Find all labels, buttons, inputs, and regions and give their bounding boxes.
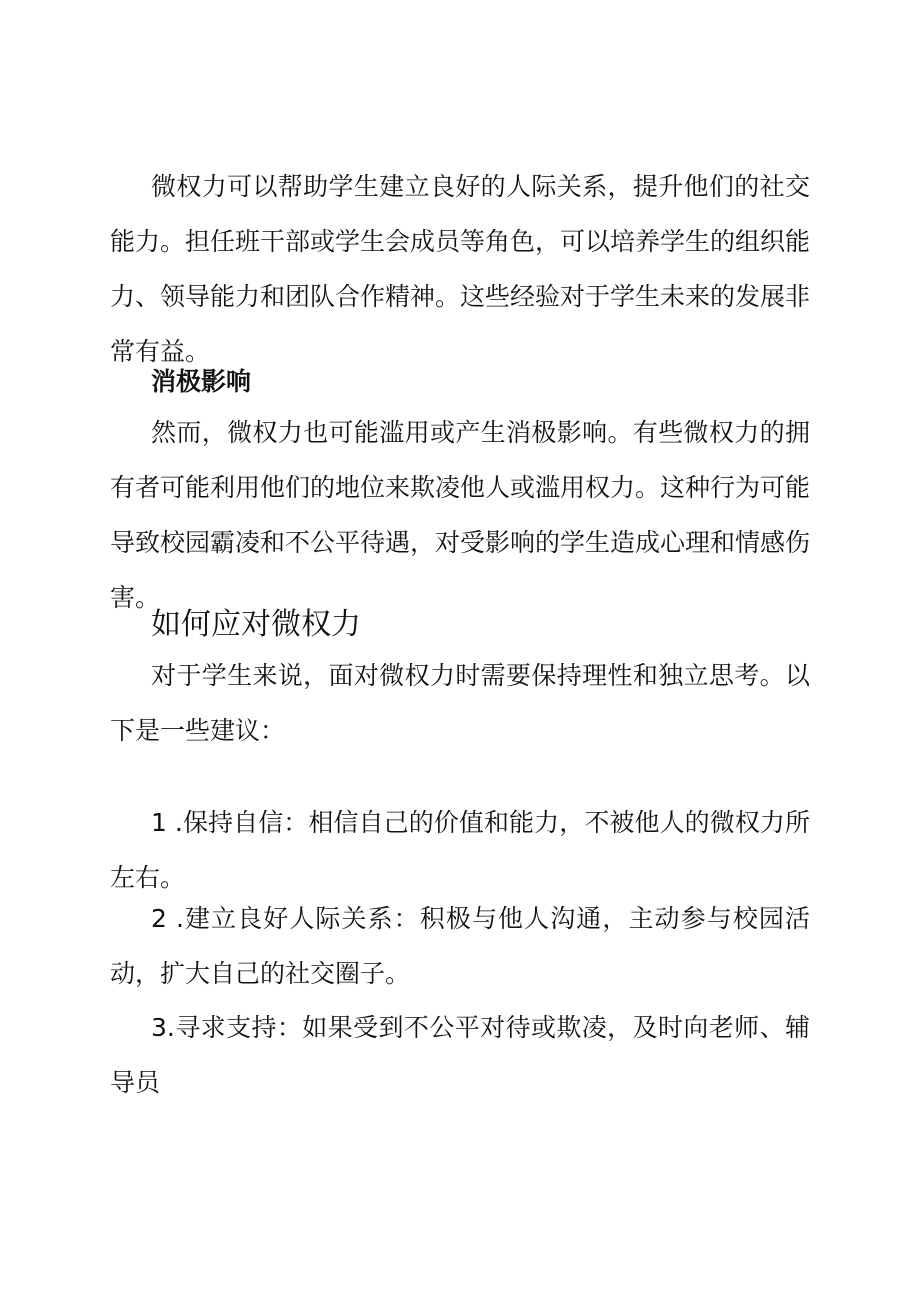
list-item-2: [110, 891, 810, 1001]
list-item: 2 .建立良好人际关系：积极与他人沟通，主动参与校园活动，扩大自己的社交圈子。: [110, 904, 810, 988]
paragraph-positive-effects: [110, 159, 810, 379]
paragraph-intro: [110, 648, 810, 758]
section-heading: 如何应对微权力: [151, 607, 361, 642]
section-heading: 消极影响: [151, 367, 252, 396]
list-item-3: [110, 1000, 810, 1110]
list-item: 3.寻求支持：如果受到不公平对待或欺凌，及时向老师、辅导员: [110, 1013, 810, 1097]
heading-how-to-respond: [110, 607, 810, 643]
paragraph-text: 微权力可以帮助学生建立良好的人际关系，提升他们的社交能力。担任班干部或学生会成员等角色，可以培养学生的组织能力、领导能力和团队合作精神。这些经验对于学生未来的发展非常有益。: [110, 172, 811, 366]
list-item-1: [110, 795, 810, 905]
paragraph-text: 对于学生来说，面对微权力时需要保持理性和独立思考。以下是一些建议：: [110, 661, 810, 745]
heading-negative-effects: [110, 367, 810, 397]
paragraph-negative-effects: [110, 405, 810, 625]
list-item: 1 .保持自信：相信自己的价值和能力，不被他人的微权力所左右。: [110, 808, 810, 892]
paragraph-text: 然而，微权力也可能滥用或产生消极影响。有些微权力的拥有者可能利用他们的地位来欺凌他人或滥用权力。这种行为可能导致校园霸凌和不公平待遇，对受影响的学生造成心理和情感伤害。: [110, 418, 811, 612]
